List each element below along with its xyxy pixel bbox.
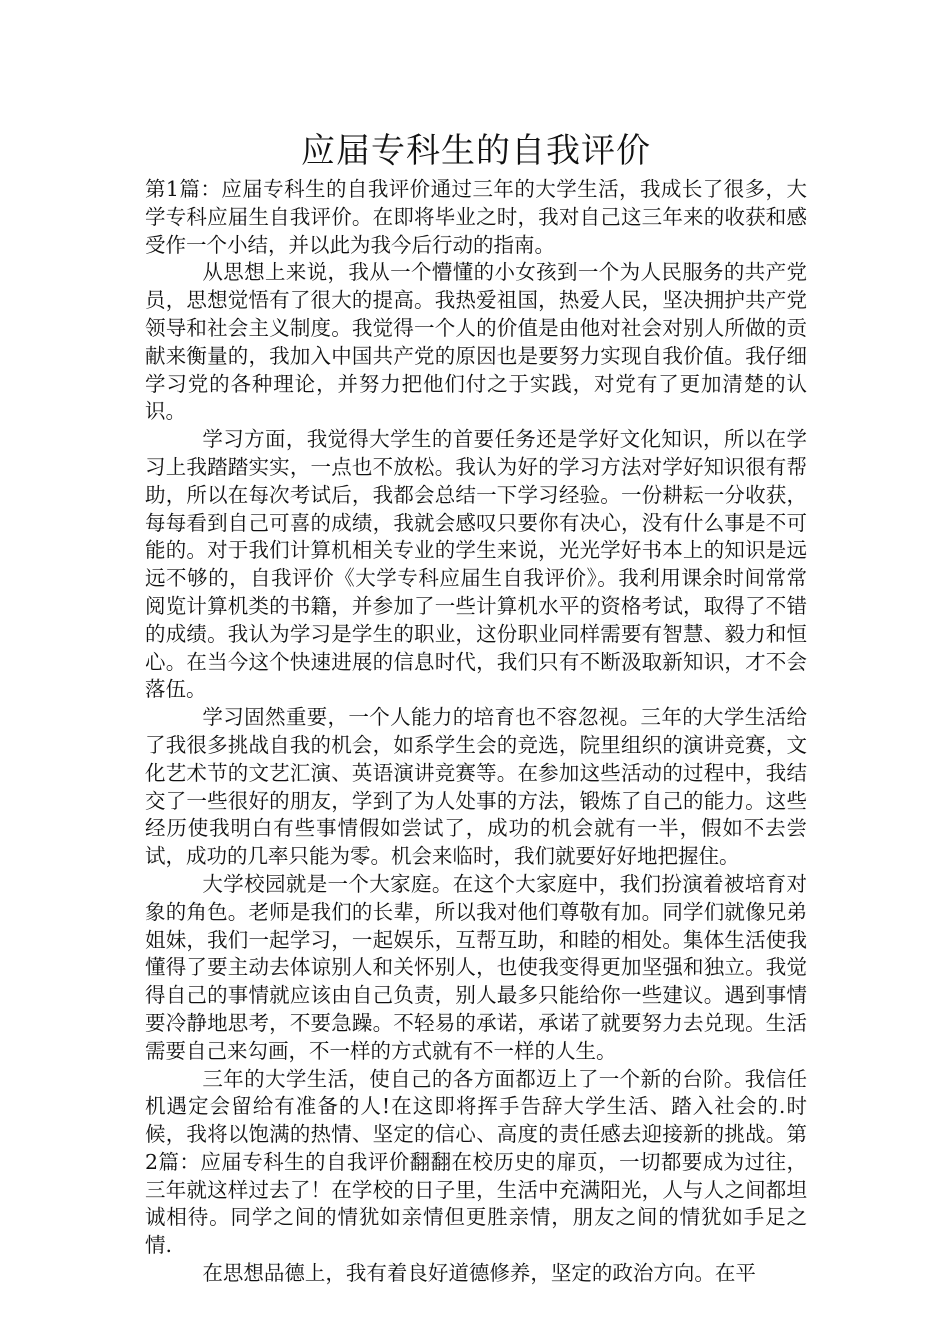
document-page (145, 128, 807, 1288)
paragraph-5: 大学校园就是一个大家庭。在这个大家庭中，我们扮演着被培育对象的角色。老师是我们的长辈，所以我对他们尊敬有加。同学们就像兄弟姐妹，我们一起学习，一起娱乐，互帮互助，和睦的相处。集体生活使我懂得了要主动去体谅别人和关怀别人，也使我变得更加坚强和独立。我觉得自己的事情就应该由自己负责，别人最多只能给你一些建议。遇到事情要冷静地思考，不要急躁。不轻易的承诺，承诺了就要努力去兑现。生活需要自己来勾画，不一样的方式就有不一样的人生。 (145, 871, 807, 1063)
paragraph-4: 学习固然重要，一个人能力的培育也不容忽视。三年的大学生活给了我很多挑战自我的机会，如系学生会的竞选，院里组织的演讲竞赛，文化艺术节的文艺汇演、英语演讲竞赛等。在参加这些活动的过程中，我结交了一些很好的朋友，学到了为人处事的方法，锻炼了自己的能力。这些经历使我明白有些事情假如尝试了，成功的机会就有一半，假如不去尝试，成功的几率只能为零。机会来临时，我们就要好好地把握住。 (145, 705, 807, 869)
document-title: 应届专科生的自我评价 (301, 131, 651, 171)
paragraph-3: 学习方面，我觉得大学生的首要任务还是学好文化知识，所以在学习上我踏踏实实，一点也不放松。我认为好的学习方法对学好知识很有帮助，所以在每次考试后，我都会总结一下学习经验。一份耕耘一分收获，每每看到自己可喜的成绩，我就会感叹只要你有决心，没有什么事是不可能的。对于我们计算机相关专业的学生来说，光光学好书本上的知识是远远不够的，自我评价《大学专科应届生自我评价》。我利用课余时间常常阅览计算机类的书籍，并参加了一些计算机水平的资格考试，取得了不错的成绩。我认为学习是学生的职业，这份职业同样需要有智慧、毅力和恒心。在当今这个快速进展的信息时代，我们只有不断汲取新知识，才不会落伍。 (145, 427, 807, 702)
paragraph-2: 从思想上来说，我从一个懵懂的小女孩到一个为人民服务的共产党员，思想觉悟有了很大的提高。我热爱祖国，热爱人民，坚决拥护共产党领导和社会主义制度。我觉得一个人的价值是由他对社会对别人所做的贡献来衡量的，我加入中国共产党的原因也是要努力实现自我价值。我仔细学习党的各种理论，并努力把他们付之于实践，对党有了更加清楚的认识。 (145, 260, 807, 424)
paragraph-6: 三年的大学生活，使自己的各方面都迈上了一个新的台阶。我信任机遇定会留给有准备的人!在这即将挥手告辞大学生活、踏入社会的.时候，我将以饱满的热情、坚定的信心、高度的责任感去迎接新的挑战。第2篇：应届专科生的自我评价翻翻在校历史的扉页，一切都要成为过往，三年就这样过去了！在学校的日子里，生活中充满阳光，人与人之间都坦诚相待。同学之间的情犹如亲情但更胜亲情，朋友之间的情犹如手足之情. (145, 1066, 807, 1258)
paragraph-1: 第1篇：应届专科生的自我评价通过三年的大学生活，我成长了很多，大学专科应届生自我评价。在即将毕业之时，我对自己这三年来的收获和感受作一个小结，并以此为我今后行动的指南。 (145, 177, 807, 257)
paragraph-7: 在思想品德上，我有着良好道德修养，坚定的政治方向。在平 (202, 1261, 756, 1286)
